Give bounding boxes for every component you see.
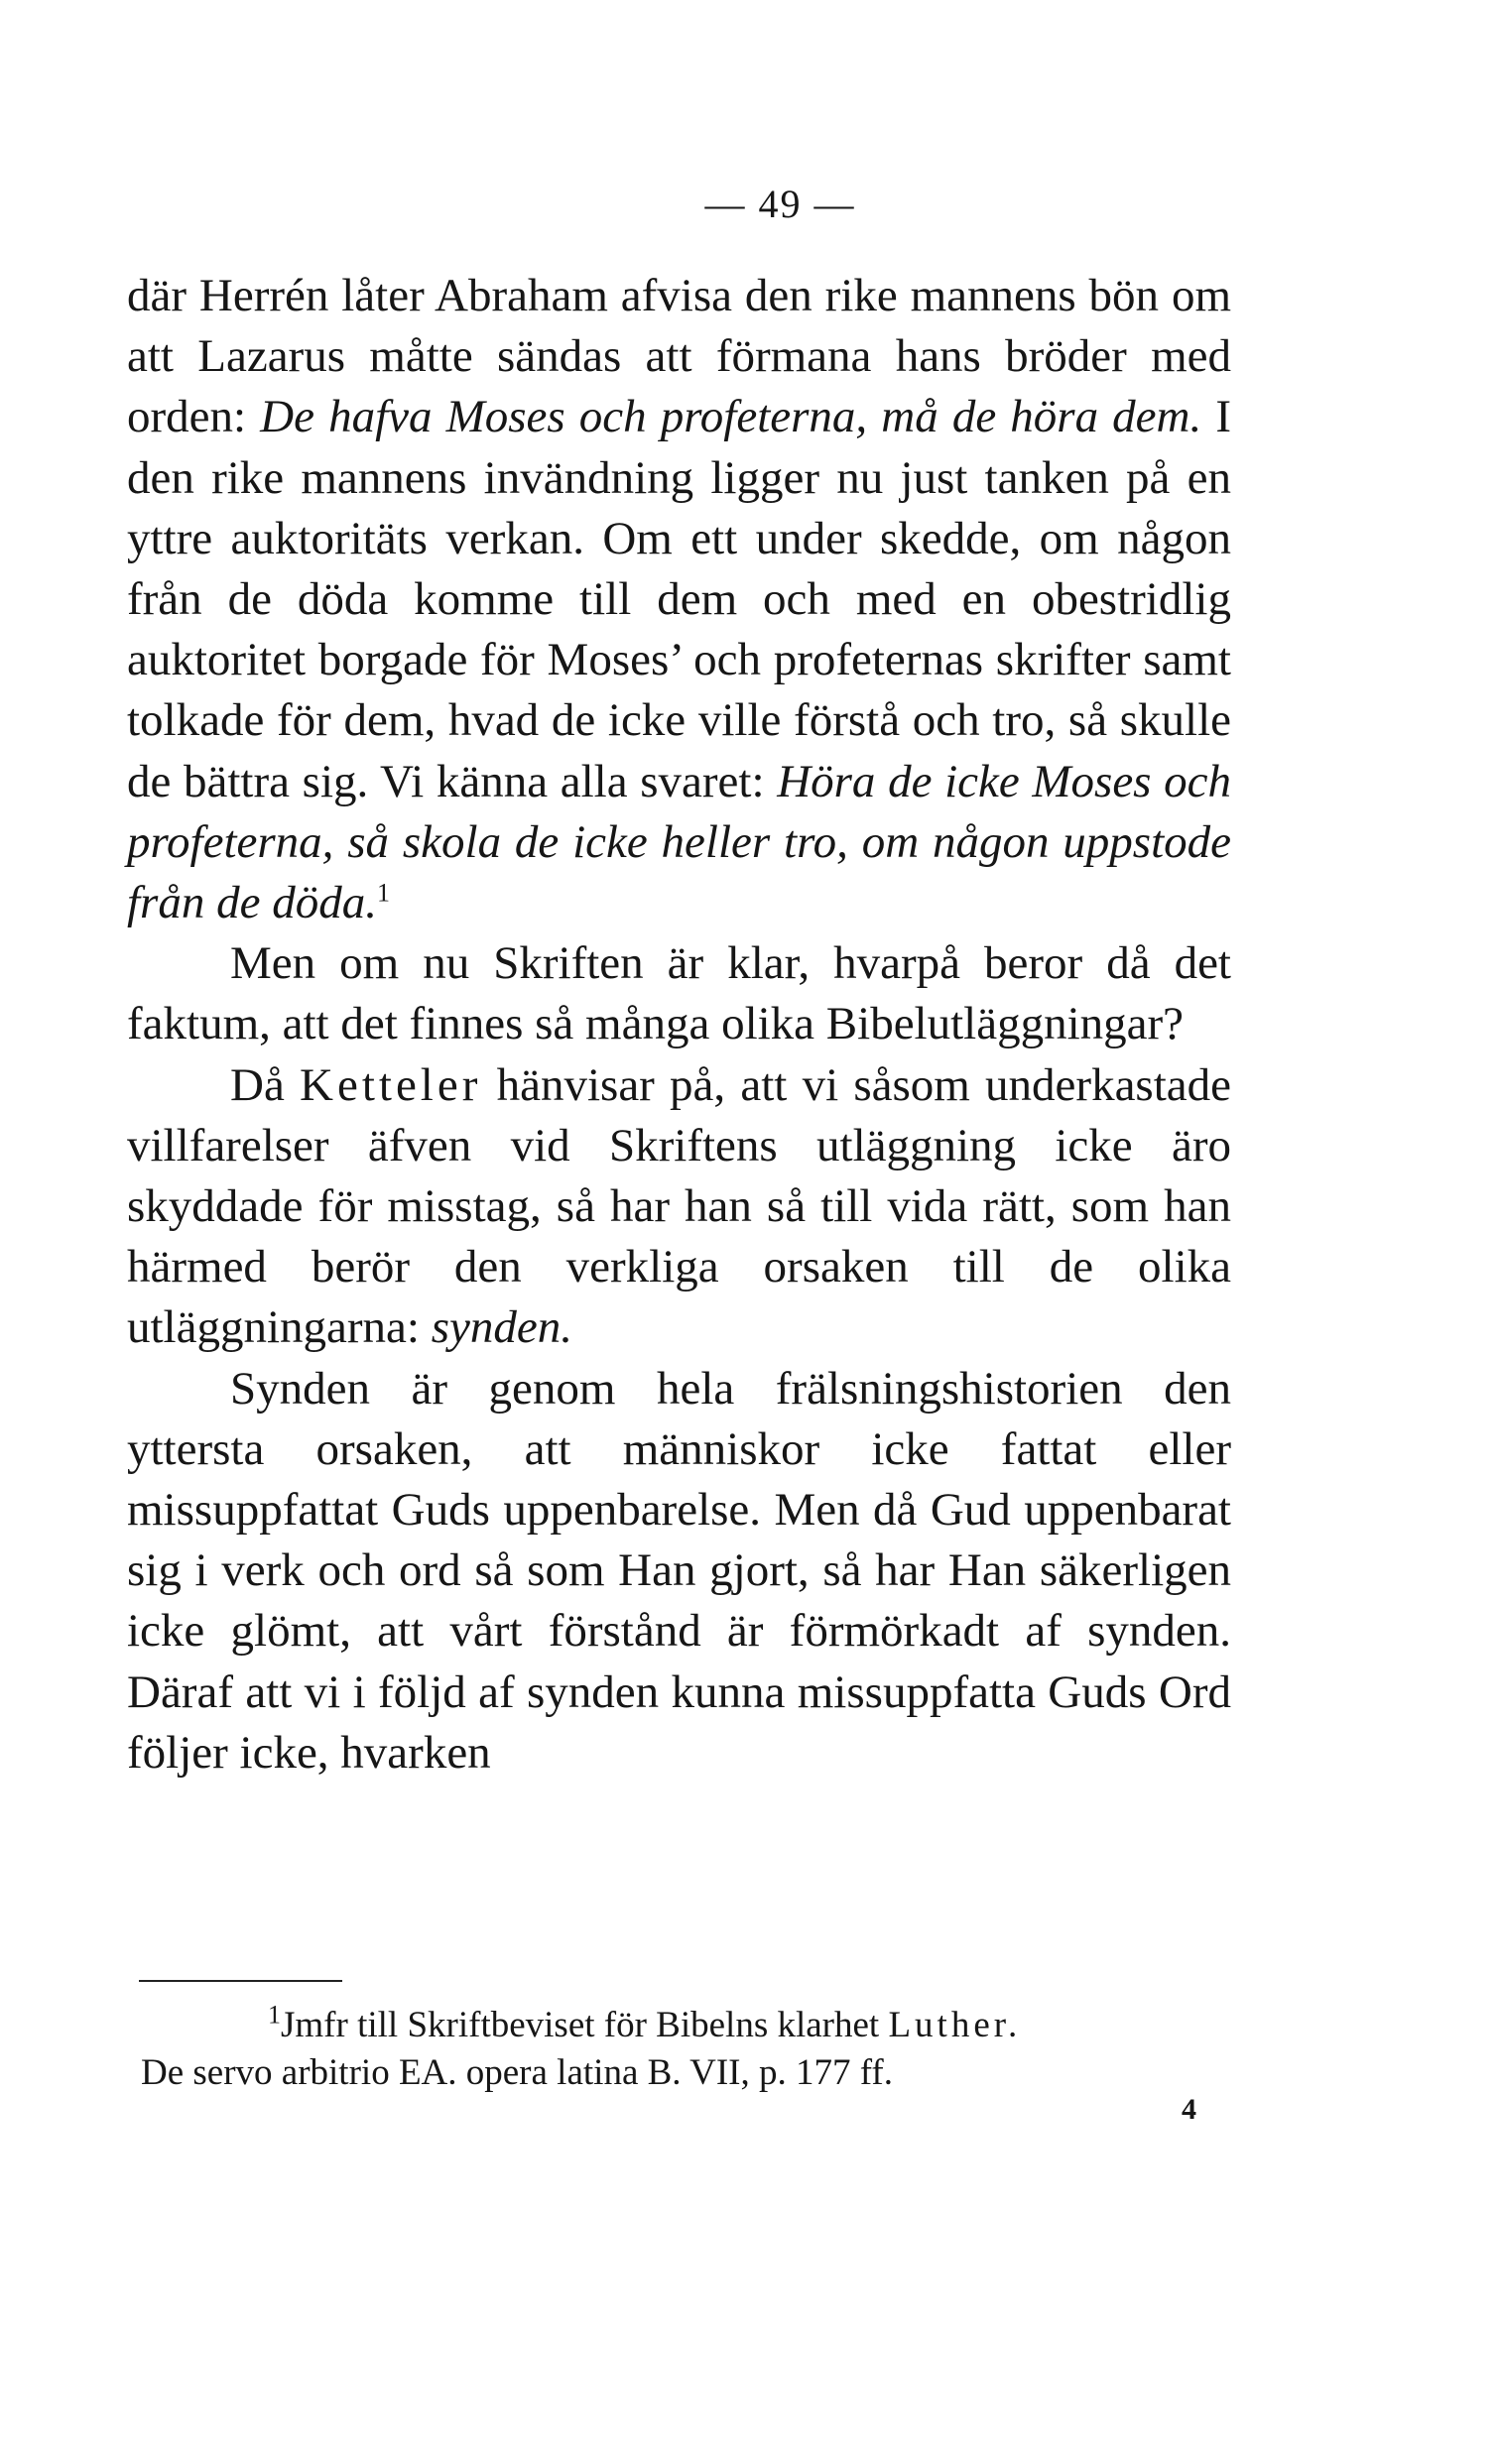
footnote-marker: 1 — [268, 2000, 281, 2030]
page-number: — 49 — — [704, 182, 856, 226]
paragraph — [127, 1359, 1231, 1784]
italic-quote: De hafva Moses och profeterna, må de höra dem. — [260, 391, 1202, 443]
footnote-divider — [139, 1980, 342, 1982]
footnote-author: Luther. — [888, 2005, 1022, 2045]
italic-word: synden. — [431, 1301, 572, 1354]
paragraph — [127, 933, 1231, 1054]
footnote — [141, 2002, 1232, 2097]
italic-quote: Höra de icke Moses och profeterna, så skola de icke heller tro, om någon uppstode från de döda. — [127, 755, 1231, 929]
footnote-reference: 1 — [376, 878, 390, 908]
paragraph — [127, 1055, 1231, 1359]
text-segment: där Herrén låter Abraham afvisa den rike mannens bön om att Lazarus måtte sändas att förmana hans bröder med orden: — [127, 270, 1231, 443]
text-segment: Men om nu Skriften är klar, hvarpå beror då det faktum, att det finnes så många olika Bibelutläggningar? — [127, 937, 1231, 1050]
body-text — [127, 266, 1231, 1784]
text-segment: Synden är genom hela frälsningshistorien den yttersta orsaken, att människor icke fattat eller missuppfattat Guds uppenbarelse. Men då Gud uppenbarat sig i verk och ord så som Han gjort, så har Han säkerligen icke glömt, att vårt förstånd är förmörkadt af synden. Däraf att vi i följd af synden kunna missuppfatta Guds Ord följer icke, hvarken — [127, 1362, 1231, 1779]
text-segment: Då — [230, 1058, 301, 1111]
paragraph — [127, 266, 1231, 933]
text-segment: I den rike mannens invändning ligger nu just tanken på en yttre auktoritäts verkan. Om ett under skedde, om någon från de döda komme till dem och med en obestridlig auktoritet borgade för Moses’ och profeternas skrifter samt tolkade för dem, hvad de icke ville förstå och tro, så skulle de bättra sig. Vi känna alla svaret: — [127, 391, 1231, 807]
footnote-text: Jmfr till Skriftbeviset för Bibelns klarhet — [281, 2005, 880, 2045]
footnote-citation: De servo arbitrio EA. opera latina B. VII, p. 177 ff. — [141, 2052, 893, 2093]
signature-mark: 4 — [1182, 2093, 1196, 2126]
text-segment: hänvisar på, att vi såsom underkastade villfarelser äfven vid Skriftens utläggning icke äro skyddade för misstag, så har han så till vida rätt, som han härmed berör den verkliga orsaken till de olika utläggningarna: — [127, 1058, 1232, 1354]
spaced-name: Ketteler — [300, 1058, 482, 1111]
